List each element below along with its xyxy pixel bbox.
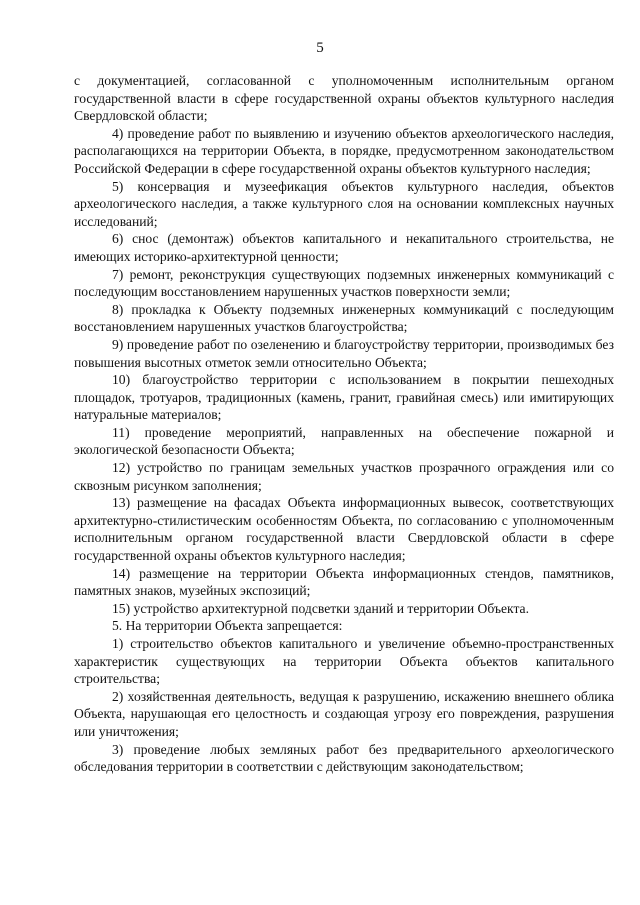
paragraph-item-6: 6) снос (демонтаж) объектов капитального и некапитального строительства, не имеющих историко-архитектурной ценности; bbox=[74, 231, 614, 264]
paragraph-item-12: 12) устройство по границам земельных участков прозрачного ограждения или со сквозным рисунком заполнения; bbox=[74, 460, 614, 493]
prohibited-item-2: 2) хозяйственная деятельность, ведущая к разрушению, искажению внешнего облика Объекта, нарушающая его целостность и создающая угрозу его повреждения, разрушения или уничтожения; bbox=[74, 688, 614, 739]
section-heading-5: 5. На территории Объекта запрещается: bbox=[112, 618, 343, 634]
paragraph-continuation: с документацией, согласованной с уполномоченным исполнительным органом государственной власти в сфере государственной охраны объектов культурного наследия Свердловской области; bbox=[74, 73, 614, 124]
paragraph-item-9: 9) проведение работ по озеленению и благоустройству территории, производимых без повышения высотных отметок земли относительно Объекта; bbox=[74, 336, 614, 370]
paragraph-item-8: 8) прокладка к Объекту подземных инженерных коммуникаций с последующим восстановлением нарушенных участков благоустройства; bbox=[74, 301, 614, 335]
paragraph-item-5: 5) консервация и музеефикация объектов культурного наследия, объектов археологического наследия, а также культурного слоя на основании комплексных научных исследований; bbox=[74, 178, 614, 229]
paragraph-item-13: 13) размещение на фасадах Объекта информационных вывесок, соответствующих архитектурно-стилистическим особенностям Объекта, по согласованию с уполномоченным исполнительным органом государственной власти Свердловской области в сфере государственной охраны объектов культурного наследия; bbox=[74, 495, 614, 564]
paragraph-item-14: 14) размещение на территории Объекта информационных стендов, памятников, памятных знаков, музейных экспозиций; bbox=[74, 565, 614, 599]
paragraph-item-7: 7) ремонт, реконструкция существующих подземных инженерных коммуникаций с последующим восстановлением нарушенных участков поверхности земли; bbox=[74, 266, 614, 300]
paragraph-item-11: 11) проведение мероприятий, направленных на обеспечение пожарной и экологической безопасности Объекта; bbox=[74, 424, 614, 458]
paragraph-item-15: 15) устройство архитектурной подсветки зданий и территории Объекта. bbox=[112, 600, 529, 616]
prohibited-item-3: 3) проведение любых земляных работ без предварительного археологического обследования территории в соответствии с действующим законодательством; bbox=[74, 741, 614, 775]
paragraph-item-4: 4) проведение работ по выявлению и изучению объектов археологического наследия, располагающихся на территории Объекта, в порядке, предусмотренном законодательством Российской Федерации в сфере государственной охраны объектов культурного наследия; bbox=[74, 125, 614, 176]
page-number: 5 bbox=[316, 40, 324, 56]
paragraph-item-10: 10) благоустройство территории с использованием в покрытии пешеходных площадок, тротуаров, традиционных (камень, гранит, гравийная смесь) или имитирующих натуральные материалов; bbox=[74, 372, 614, 423]
document-body bbox=[74, 72, 614, 776]
prohibited-item-1: 1) строительство объектов капитального и увеличение объемно-пространственных характеристик существующих на территории Объекта объектов капитального строительства; bbox=[74, 636, 614, 687]
